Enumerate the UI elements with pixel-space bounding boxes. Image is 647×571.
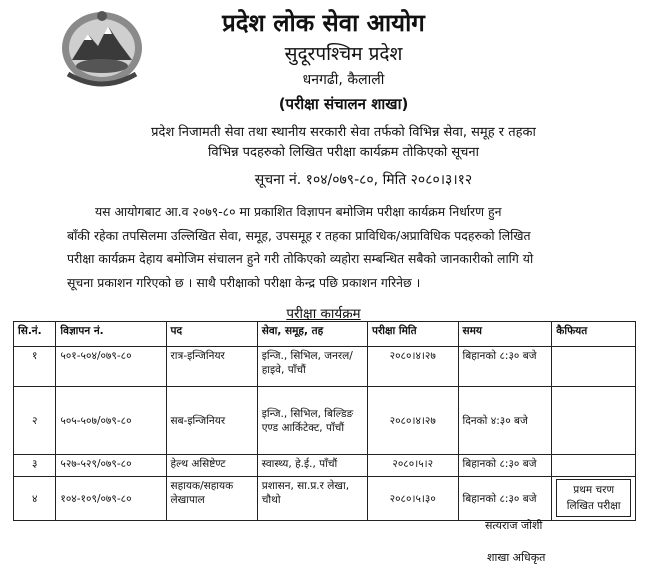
- row-service: इन्जि., सिभिल, जनरल/हाइवे, पाँचौं: [257, 347, 367, 387]
- row-post: रात्र-इन्जिनियर: [166, 347, 257, 387]
- col-header-service: सेवा, समूह, तह: [257, 322, 367, 347]
- section-name: (परीक्षा संचालन शाखा): [278, 95, 409, 113]
- signatory-name: सत्यराज जोशी: [485, 519, 543, 532]
- signatory-designation: शाखा अधिकृत: [487, 551, 546, 564]
- row-post: हेल्थ असिष्टेण्ट: [166, 455, 257, 477]
- row-service: इन्जि., सिभिल, बिल्डिङ एण्ड आर्किटेक्ट, पाँचौं: [257, 387, 367, 455]
- office-location: धनगढी, कैलाली: [302, 72, 385, 88]
- notice-body: [67, 200, 595, 294]
- table-row: [14, 347, 636, 387]
- col-header-sn: सि.नं.: [14, 322, 56, 347]
- col-header-date: परीक्षा मिति: [367, 322, 458, 347]
- col-header-advertisement: विज्ञापन नं.: [56, 322, 166, 347]
- row-advertisement: ५०१-५०४/०७९-८०: [56, 347, 166, 387]
- row-remarks: [552, 477, 636, 521]
- row-sn: १: [14, 347, 56, 387]
- notice-body-line: बाँकी रहेका तपसिलमा उल्लिखित सेवा, समूह, उपसमूह र तहका प्राविधिक/अप्राविधिक पदहरुको लिखित: [67, 227, 531, 243]
- row-advertisement: ५२७-५२९/०७९-८०: [56, 455, 166, 477]
- row-sn: ४: [14, 477, 56, 521]
- row-time: बिहानको ८:३० बजे: [458, 455, 552, 477]
- notice-body-line: परीक्षा कार्यक्रम देहाय बमोजिम संचालन हुने गरी तोकिएको व्यहोरा सम्बन्धित सबैको जानकारीको लागि यो: [67, 251, 534, 266]
- row-advertisement: ५०५-५०७/०७९-८०: [56, 387, 166, 455]
- table-row: [14, 477, 636, 521]
- table-header-row: [14, 322, 636, 347]
- commission-title: प्रदेश लोक सेवा आयोग: [222, 8, 425, 37]
- row-time: बिहानको ८:३० बजे: [458, 477, 552, 521]
- col-header-remarks: कैफियत: [552, 322, 636, 347]
- notice-body-line: यस आयोगबाट आ.व २०७९-८० मा प्रकाशित विज्ञापन बमोजिम परीक्षा कार्यक्रम निर्धारण हुन: [95, 204, 502, 219]
- table-row: [14, 387, 636, 455]
- row-service: स्वास्थ्य, हे.ई., पाँचौं: [257, 455, 367, 477]
- remarks-box: प्रथम चरण लिखित परीक्षा: [556, 479, 631, 517]
- row-sn: २: [14, 387, 56, 455]
- program-title: परीक्षा कार्यक्रम: [286, 306, 361, 322]
- notice-body-line: सूचना प्रकाशन गरिएको छ । साथै परीक्षाको परीक्षा केन्द्र पछि प्रकाशन गरिनेछ ।: [67, 274, 421, 290]
- notice-subject-line-2: विभिन्न पदहरुको लिखित परीक्षा कार्यक्रम तोकिएको सूचना: [208, 145, 479, 160]
- table-row: [14, 455, 636, 477]
- row-remarks: [552, 347, 636, 387]
- row-post: सहायक/सहायक लेखापाल: [166, 477, 257, 521]
- col-header-post: पद: [166, 322, 257, 347]
- row-service: प्रशासन, सा.प्र.र लेखा, चौथो: [257, 477, 367, 521]
- exam-schedule-table: [13, 321, 636, 521]
- row-date: २०८०।४।२७: [367, 347, 458, 387]
- row-sn: ३: [14, 455, 56, 477]
- row-time: दिनको ४:३० बजे: [458, 387, 552, 455]
- row-date: २०८०।५।३०: [367, 477, 458, 521]
- row-advertisement: १०४-१०९/०७९-८०: [56, 477, 166, 521]
- notice-subject-line-1: प्रदेश निजामती सेवा तथा स्थानीय सरकारी सेवा तर्फको विभिन्न सेवा, समूह र तहका: [151, 125, 536, 140]
- row-remarks: [552, 455, 636, 477]
- province-name: सुदूरपश्चिम प्रदेश: [284, 43, 403, 65]
- col-header-time: समय: [458, 322, 552, 347]
- row-time: बिहानको ८:३० बजे: [458, 347, 552, 387]
- row-date: २०८०।४।२७: [367, 387, 458, 455]
- row-remarks: [552, 387, 636, 455]
- notice-number: सूचना नं. १०४/०७९-८०, मिति २०८०।३।१२: [254, 172, 473, 188]
- row-date: २०८०।५।२: [367, 455, 458, 477]
- row-post: सब-इन्जिनियर: [166, 387, 257, 455]
